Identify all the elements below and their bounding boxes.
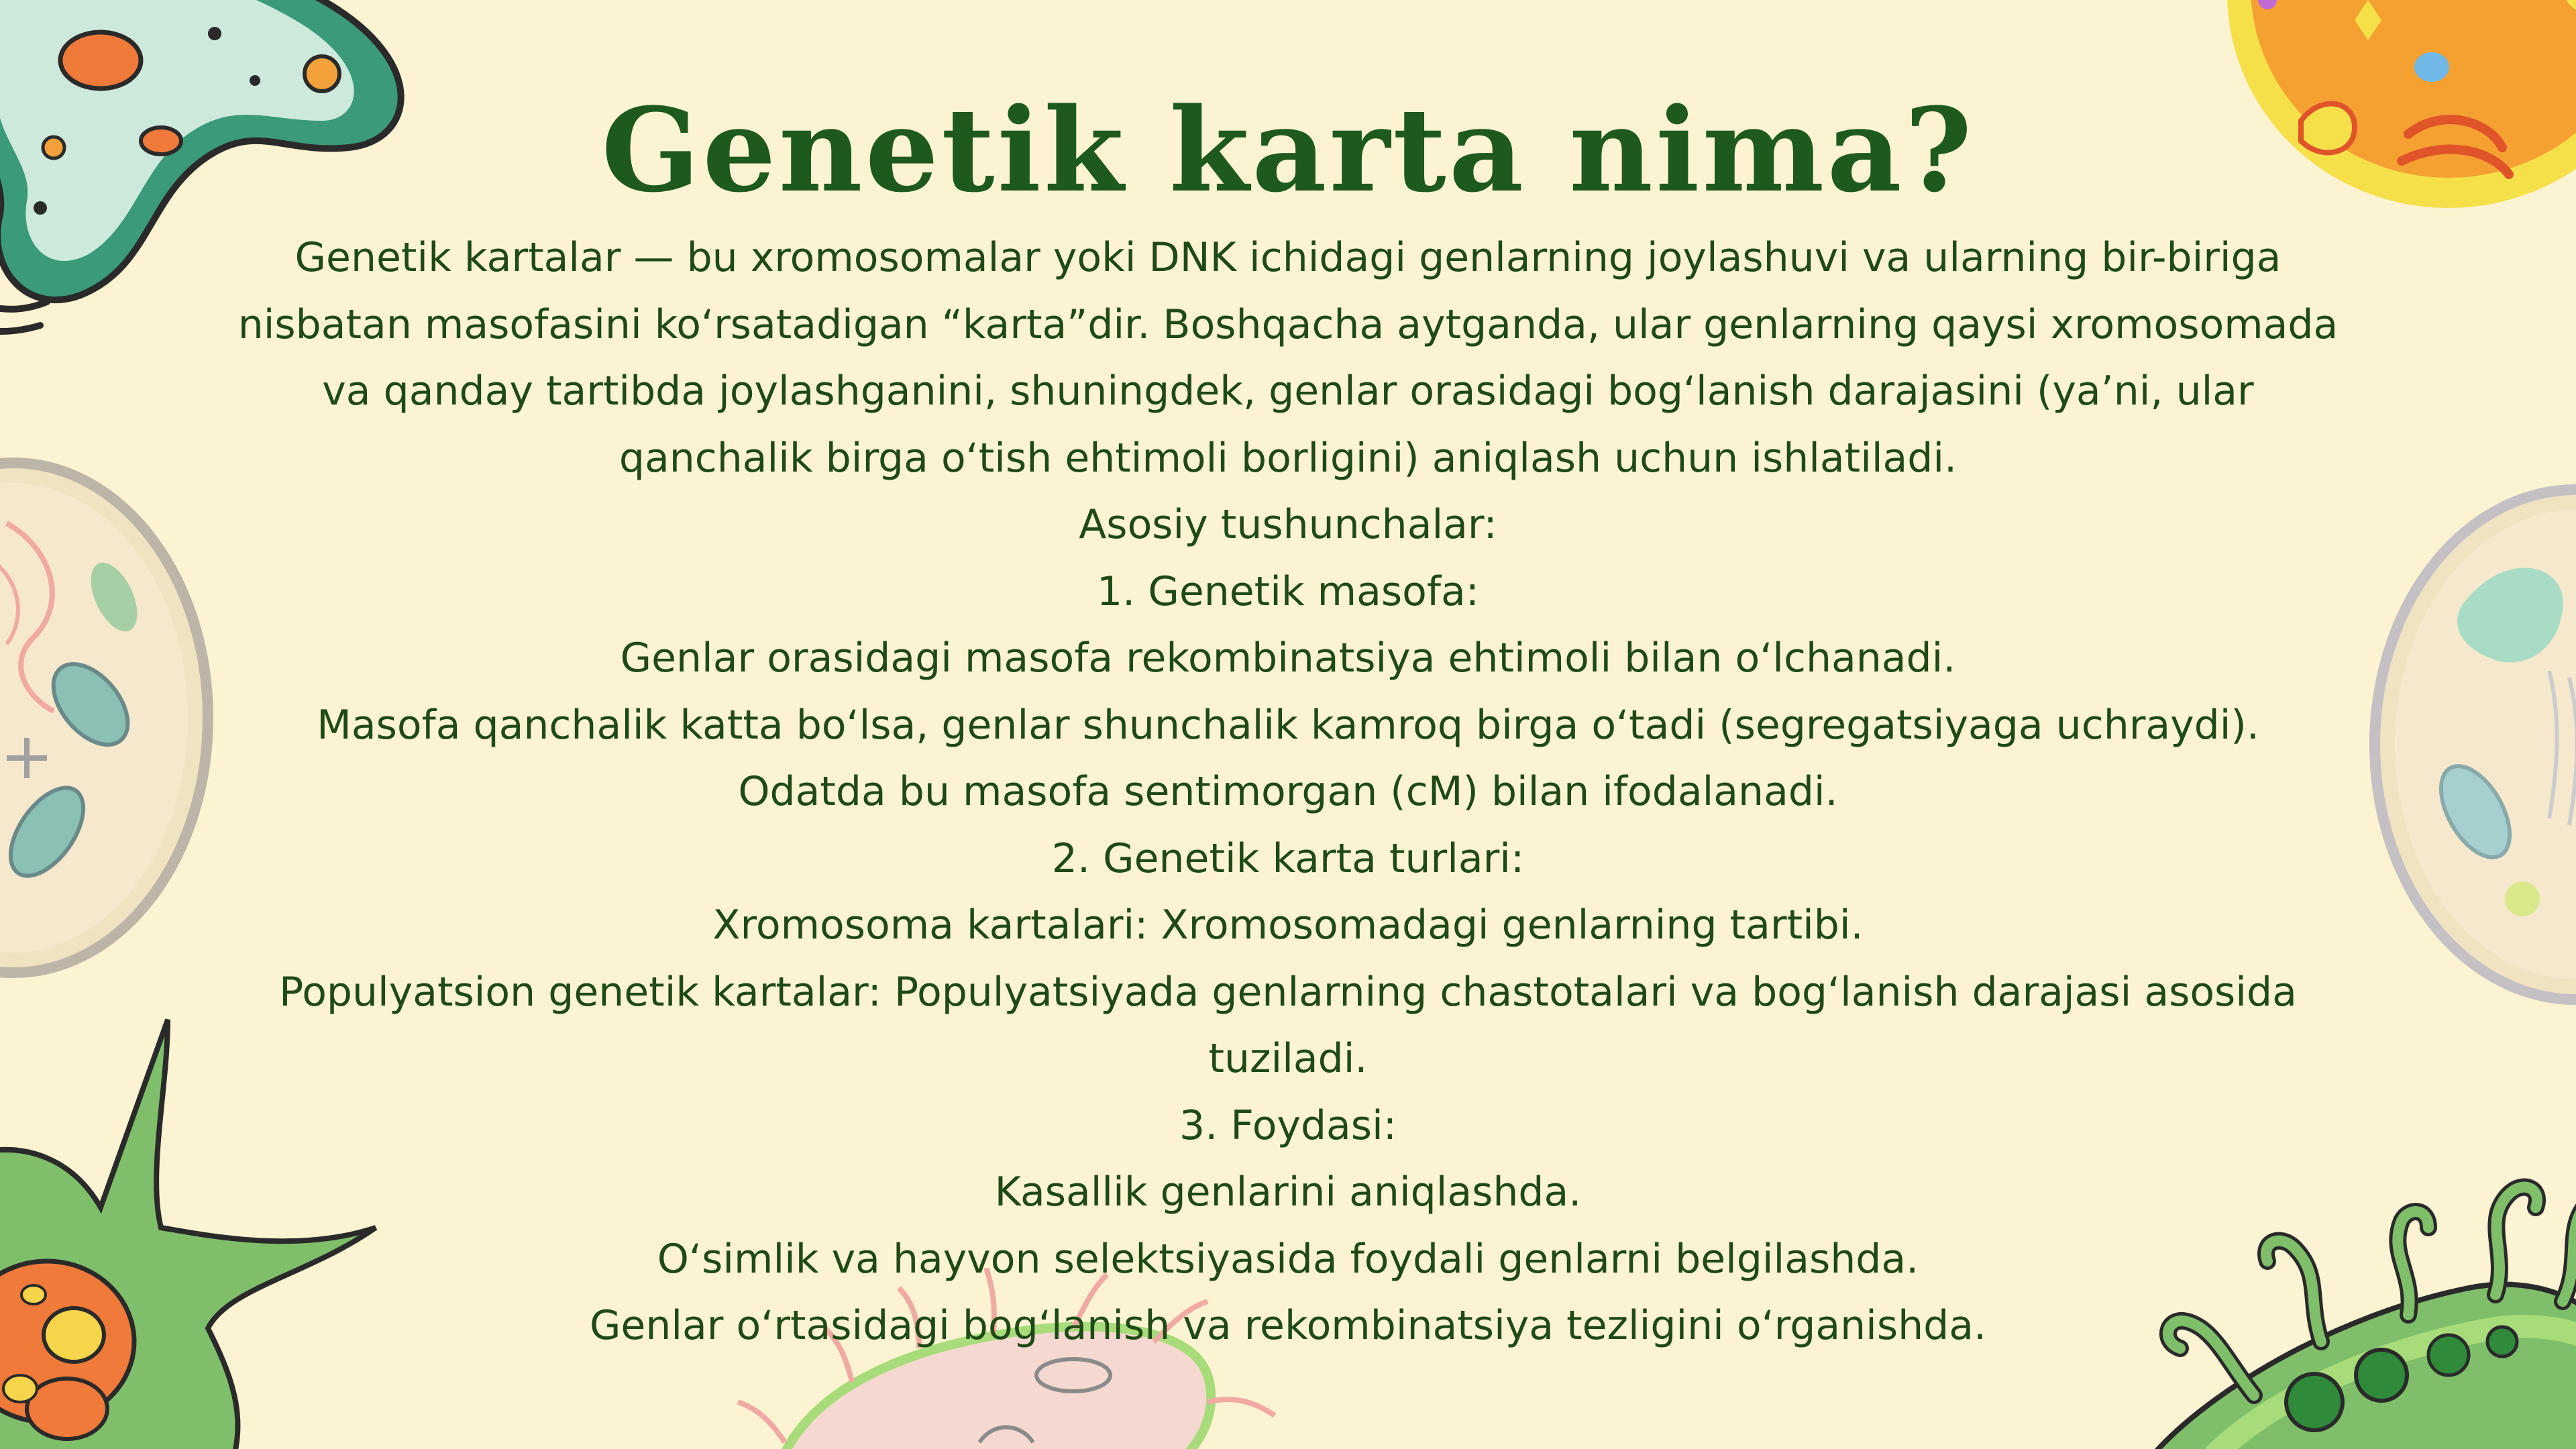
line-benefit-3: Genlar oʻrtasidagi bogʻlanish va rekombinatsiya tezligini oʻrganishda. — [589, 1302, 1987, 1349]
intro-paragraph: Genetik kartalar — bu xromosomalar yoki DNK ichidagi genlarning joylashuvi va ularning bir-biriga nisbatan masofasini koʻrsatadigan “karta”dir. Boshqacha aytganda, ular genlarning qaysi xromosomada va qanday tartibda joylashganini, shuningdek, genlar orasidagi bogʻlanish darajasini (yaʼni, ular qanchalik birga oʻtish ehtimoli borligini) aniqlash uchun ishlatiladi. — [237, 234, 2339, 482]
plant-cell-icon — [0, 443, 228, 993]
line-section-3-heading: 3. Foydasi: — [1179, 1102, 1397, 1149]
line-distance-2: Masofa qanchalik katta boʻlsa, genlar shunchalik kamroq birga oʻtadi (segregatsiyaga uchraydi). — [317, 701, 2259, 749]
line-concepts-heading: Asosiy tushunchalar: — [1079, 501, 1497, 548]
line-types-2: Populyatsion genetik kartalar: Populyatsiyada genlarning chastotalari va bogʻlanish darajasi asosida tuziladi. — [279, 968, 2297, 1082]
line-section-2-heading: 2. Genetik karta turlari: — [1051, 835, 1525, 882]
line-benefit-2: Oʻsimlik va hayvon selektsiyasida foydali genlarni belgilashda. — [657, 1235, 1919, 1283]
body-text — [221, 225, 2355, 1360]
line-distance-1: Genlar orasidagi masofa rekombinatsiya ehtimoli bilan oʻlchanadi. — [620, 635, 1956, 682]
page-title: Genetik karta nima? — [601, 82, 1975, 219]
line-section-1-heading: 1. Genetik masofa: — [1097, 568, 1479, 615]
line-benefit-1: Kasallik genlarini aniqlashda. — [994, 1169, 1582, 1216]
line-distance-3: Odatda bu masofa sentimorgan (cM) bilan ifodalanadi. — [738, 768, 1838, 815]
animal-cell-icon — [2348, 470, 2576, 1020]
line-types-1: Xromosoma kartalari: Xromosomadagi genlarning tartibi. — [712, 902, 1864, 949]
